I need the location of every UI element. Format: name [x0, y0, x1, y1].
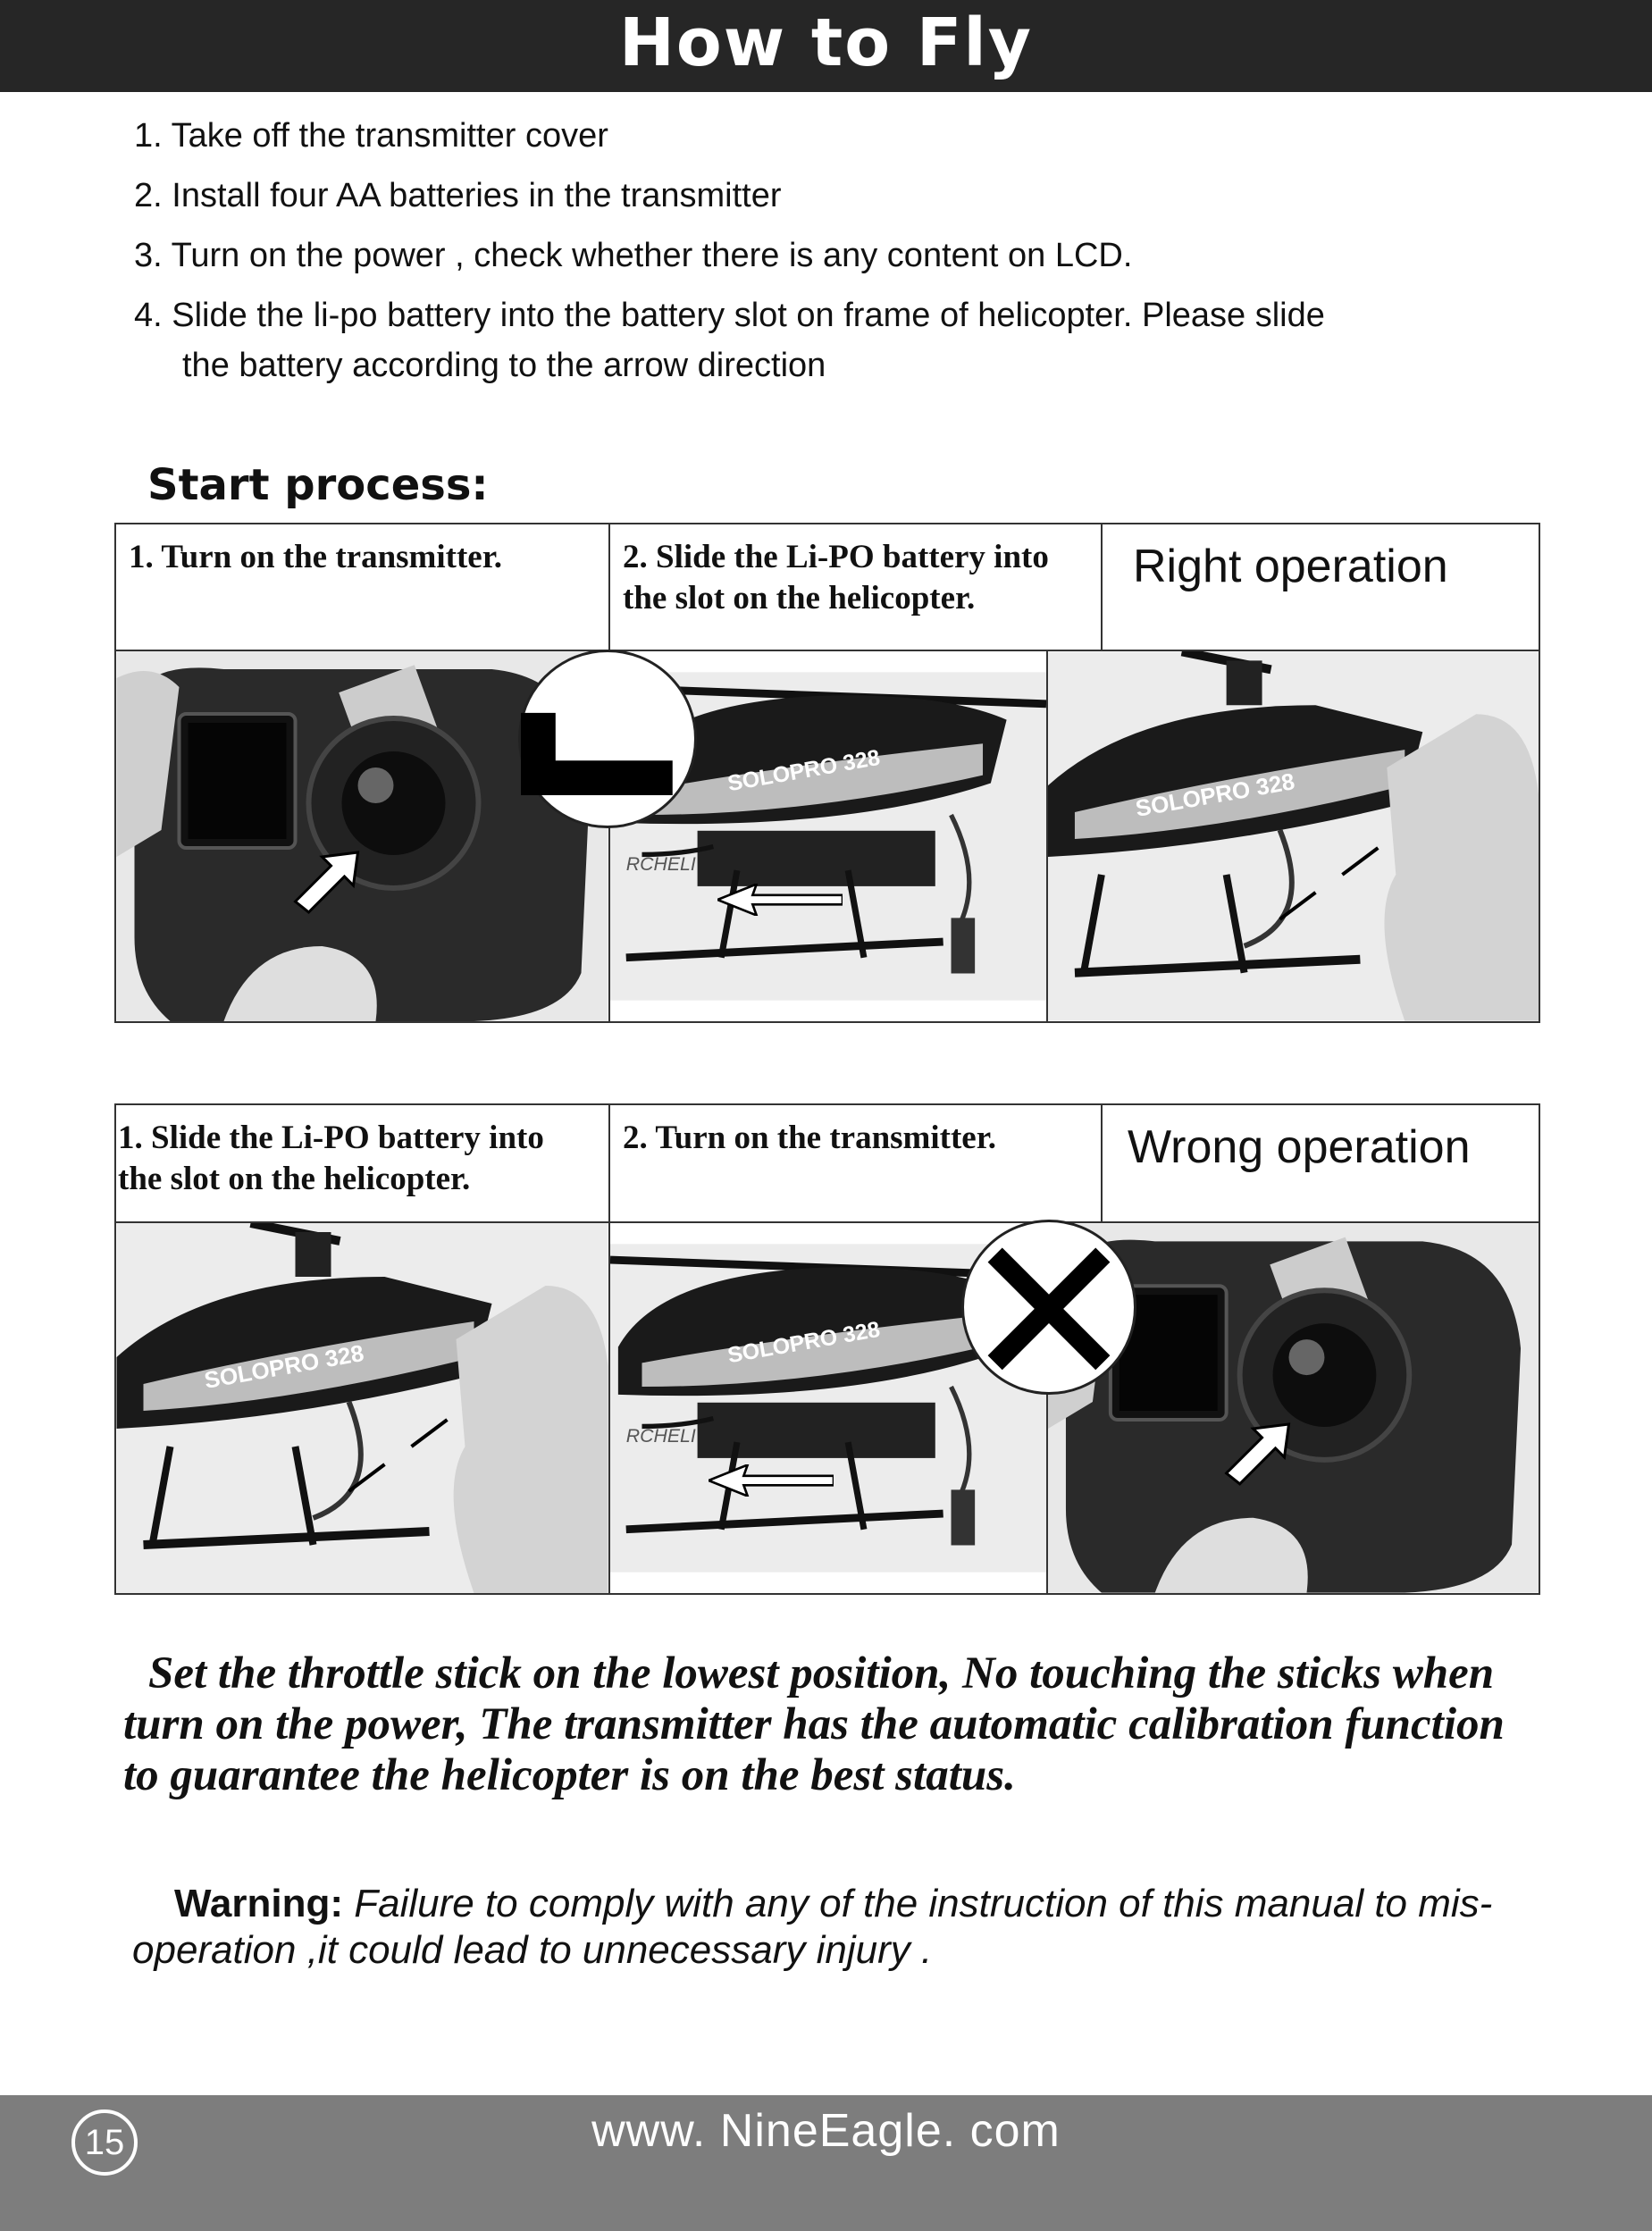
- caption-row: [116, 1105, 1539, 1223]
- throttle-note: Set the throttle stick on the lowest position, No touching the sticks when turn on the power, The transmitter has the automatic calibration function to guarantee the helicopter is on the best status.: [123, 1648, 1505, 1800]
- right-operation-panel: [114, 523, 1540, 1023]
- warning-label: Warning:: [174, 1882, 343, 1925]
- cross-mark-icon: [961, 1220, 1136, 1395]
- step-text: Turn on the power , check whether there is any content on LCD.: [171, 237, 1133, 274]
- setup-steps: [134, 114, 1528, 404]
- warning-body: Failure to comply with any of the instruction of this manual to mis-operation ,it could lead to unnecessary injury .: [132, 1882, 1493, 1972]
- list-item: [134, 234, 1528, 277]
- step-number: 2.: [134, 177, 163, 214]
- check-mark-icon: [518, 650, 697, 828]
- image-row: [116, 651, 1539, 1021]
- caption-turn-on-transmitter: 1. Turn on the transmitter.: [116, 524, 610, 650]
- battery-plug-photo: [1048, 651, 1539, 1021]
- website-link[interactable]: www. NineEagle. com: [591, 2105, 1061, 2157]
- arrow-left-icon: [717, 884, 843, 916]
- step-text: Install four AA batteries in the transmitter: [172, 177, 782, 214]
- caption-slide-battery: 2. Slide the Li-PO battery into the slot on the helicopter.: [610, 524, 1103, 650]
- wrong-operation-label: Wrong operation: [1128, 1121, 1471, 1173]
- page-title: How to Fly: [618, 4, 1034, 81]
- list-item: [134, 294, 1528, 387]
- right-operation-label: Right operation: [1133, 541, 1448, 592]
- page-header: [0, 0, 1652, 92]
- step-text-continuation: the battery according to the arrow direction: [182, 347, 826, 384]
- step-text: Take off the transmitter cover: [171, 117, 608, 155]
- list-item: [134, 114, 1528, 157]
- step-text: Slide the li-po battery into the battery slot on frame of helicopter. Please slide: [172, 297, 1325, 334]
- image-row: [116, 1223, 1539, 1593]
- caption-turn-on-transmitter: 2. Turn on the transmitter.: [610, 1105, 1103, 1221]
- arrow-left-icon: [709, 1464, 834, 1497]
- step-number: 3.: [134, 237, 163, 274]
- caption-slide-battery: 1. Slide the Li-PO battery into the slot on the helicopter.: [116, 1105, 610, 1221]
- wrong-operation-panel: [114, 1103, 1540, 1595]
- step-number: 1.: [134, 117, 163, 155]
- start-process-heading: Start process:: [147, 460, 489, 510]
- step-number: 4.: [134, 297, 163, 334]
- list-item: [134, 174, 1528, 217]
- caption-row: [116, 524, 1539, 651]
- battery-plug-photo: [116, 1223, 610, 1593]
- page-number: 15: [71, 2109, 138, 2176]
- warning-text: [132, 1881, 1526, 1974]
